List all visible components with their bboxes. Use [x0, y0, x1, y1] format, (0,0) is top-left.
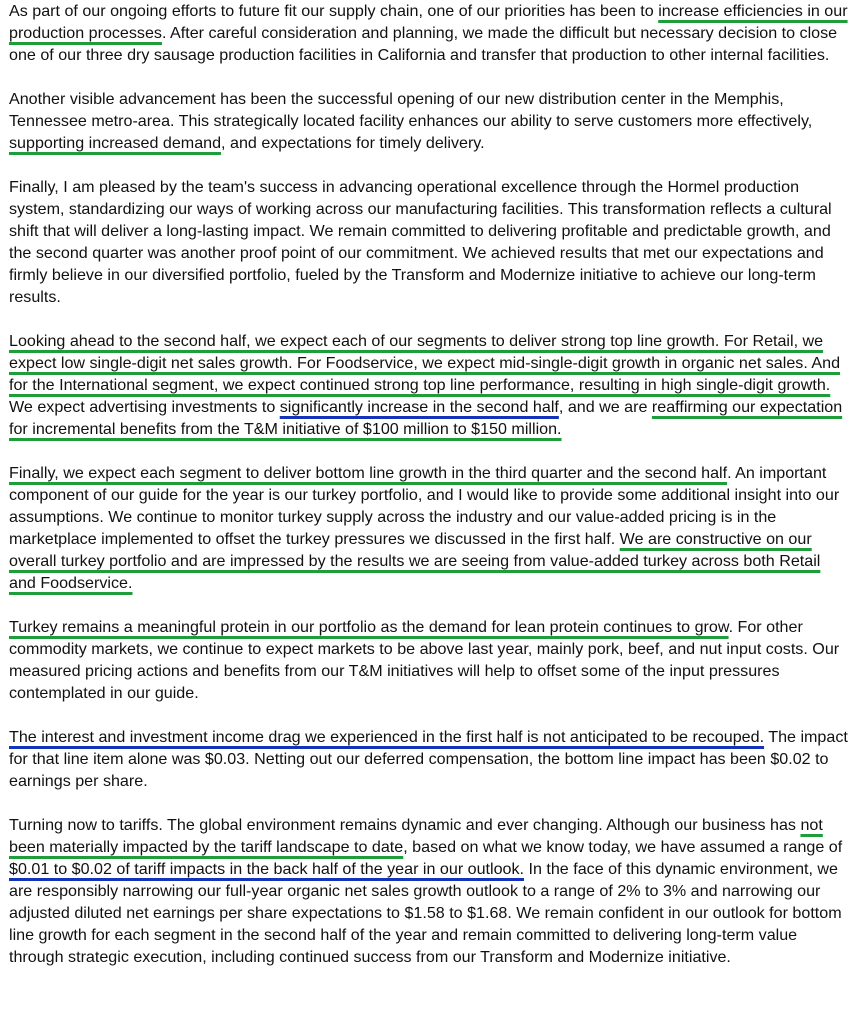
blue-highlighted-text: $0.01 to $0.02 of tariff impacts in the back half of the year in our outlook.: [9, 860, 525, 878]
paragraph-text: . For other commodity markets, we continue to expect markets to be above last year, mainly pork, beef, and nut input costs. Our measured pricing actions and benefits from our T&M initiatives will help to offset some of the input pressures contemplated in our guide.: [9, 618, 840, 702]
paragraph-text: . After careful consideration and planning, we made the difficult but necessary decision to close one of our three dry sausage production facilities in California and transfer that production to other internal facilities.: [9, 24, 838, 64]
paragraph: [9, 330, 848, 440]
green-highlighted-text: We are constructive on our overall turkey portfolio and are impressed by the results we are seeing from value-added turkey across both Retail and Foodservice.: [9, 530, 821, 592]
paragraph-text: The impact for that line item alone was $0.03. Netting out our deferred compensation, the bottom line impact has been $0.02 to earnings per share.: [9, 728, 848, 790]
paragraph: [9, 462, 848, 594]
paragraph: [9, 814, 848, 968]
green-highlighted-text: Turkey remains a meaningful protein in our portfolio as the demand for lean protein continues to grow: [9, 618, 729, 636]
paragraph: [9, 616, 848, 704]
green-highlighted-text: reaffirming our expectation for incremental benefits from the T&M initiative of $100 million to $150 million.: [9, 398, 843, 438]
paragraph-text: , and expectations for timely delivery.: [221, 134, 485, 152]
paragraph-text: Turning now to tariffs. The global environment remains dynamic and ever changing. Although our business has: [9, 816, 801, 834]
paragraph: [9, 0, 848, 66]
green-highlighted-text: supporting increased demand: [9, 134, 222, 152]
paragraph-text: As part of our ongoing efforts to future fit our supply chain, one of our priorities has been to: [9, 2, 659, 20]
paragraph-text: , and we are: [558, 398, 652, 416]
paragraph-text: In the face of this dynamic environment, we are responsibly narrowing our full-year organic net sales growth outlook to a range of 2% to 3% and narrowing our adjusted diluted net earnings per share expectations to $1.58 to $1.68. We remain confident in our outlook for bottom line growth for each segment in the second half of the year and remain committed to delivering long-term value through strategic execution, including continued success from our Transform and Modernize initiative.: [9, 860, 842, 966]
paragraph: [9, 726, 848, 792]
green-highlighted-text: Finally, we expect each segment to deliver bottom line growth in the third quarter and the second half: [9, 464, 728, 482]
paragraph: [9, 88, 848, 154]
green-highlighted-text: Looking ahead to the second half, we expect each of our segments to deliver strong top line growth. For Retail, we expect low single-digit net sales growth. For Foodservice, we expect mid-single-digit growth in organic net sales. And for the International segment, we expect continued strong top line performance, resulting in high single-digit growth.: [9, 332, 841, 394]
paragraph-text: Another visible advancement has been the successful opening of our new distribution center in the Memphis, Tennessee metro-area. This strategically located facility enhances our ability to serve customers more effectively,: [9, 90, 813, 130]
paragraph: [9, 176, 848, 308]
blue-highlighted-text: The interest and investment income drag we experienced in the first half is not anticipated to be recouped.: [9, 728, 765, 746]
paragraph-text: , based on what we know today, we have assumed a range of: [403, 838, 843, 856]
blue-highlighted-text: significantly increase in the second half: [279, 398, 559, 416]
green-highlighted-text: increase efficiencies in our production processes: [9, 2, 848, 42]
green-highlighted-text: not been materially impacted by the tariff landscape to date: [9, 816, 823, 856]
paragraph-text: . An important component of our guide for the year is our turkey portfolio, and I would like to provide some additional insight into our assumptions. We continue to monitor turkey supply across the industry and our value-added pricing is in the marketplace implemented to offset the turkey pressures we discussed in the first half.: [9, 464, 840, 548]
paragraph-text: Finally, I am pleased by the team's success in advancing operational excellence through the Hormel production system, standardizing our ways of working across our manufacturing facilities. This transformation reflects a cultural shift that will deliver a long-lasting impact. We remain committed to delivering profitable and predictable growth, and the second quarter was another proof point of our commitment. We achieved results that met our expectations and firmly believe in our diversified portfolio, fueled by the Transform and Modernize initiative to achieve our long-term results.: [9, 178, 832, 306]
paragraph-text: We expect advertising investments to: [9, 398, 280, 416]
